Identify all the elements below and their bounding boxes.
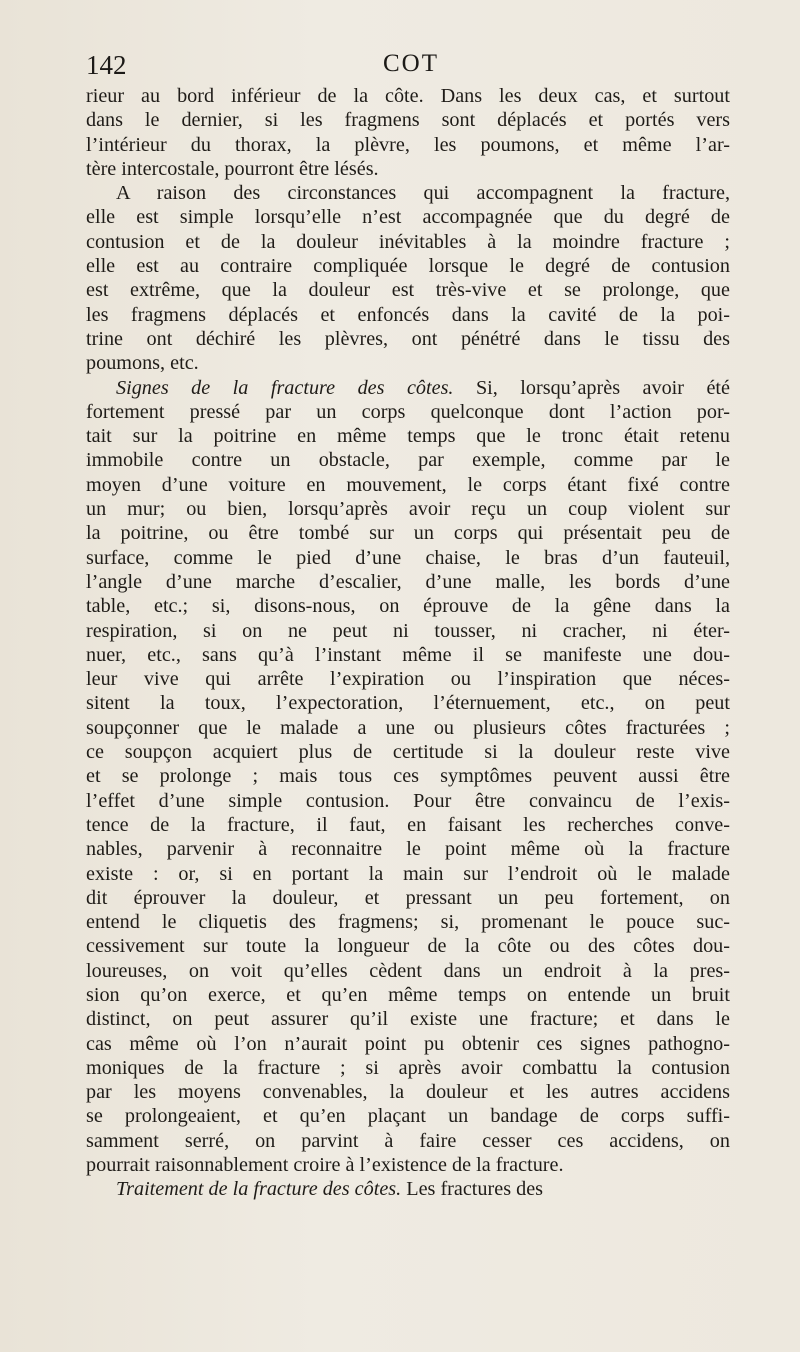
text-line bbox=[86, 497, 730, 521]
text-line bbox=[86, 594, 730, 618]
line-text: A raison des circonstances qui accompagnent la fracture, bbox=[116, 182, 730, 205]
line-text: fortement pressé par un corps quelconque dont l’action por- bbox=[86, 400, 730, 423]
line-text: moniques de la fracture ; si après avoir combattu la contusion bbox=[86, 1056, 730, 1079]
line-text: surface, comme le pied d’une chaise, le bras d’un fauteuil, bbox=[86, 546, 730, 569]
text-line bbox=[86, 1177, 730, 1201]
text-line bbox=[86, 448, 730, 472]
text-line bbox=[86, 424, 730, 448]
line-text: cessivement sur toute la longueur de la côte ou des côtes dou- bbox=[86, 935, 730, 958]
running-head: COT bbox=[383, 50, 439, 77]
line-text: elle est simple lorsqu’elle n’est accompagnée que du degré de bbox=[86, 206, 730, 229]
text-line bbox=[86, 667, 730, 691]
line-text: tère intercostale, pourront être lésés. bbox=[86, 157, 379, 180]
body-text bbox=[86, 84, 730, 1202]
line-text: table, etc.; si, disons-nous, on éprouve de la gêne dans la bbox=[86, 595, 730, 618]
line-text: moyen d’une voiture en mouvement, le corps étant fixé contre bbox=[86, 473, 730, 496]
text-line bbox=[86, 862, 730, 886]
line-text: par les moyens convenables, la douleur et les autres accidens bbox=[86, 1081, 730, 1104]
text-line bbox=[86, 619, 730, 643]
line-text: elle est au contraire compliquée lorsque le degré de contusion bbox=[86, 255, 730, 278]
text-line bbox=[86, 108, 730, 132]
line-text: Les fractures des bbox=[401, 1178, 544, 1201]
line-text: se prolongeaient, et qu’en plaçant un bandage de corps suffi- bbox=[86, 1105, 730, 1128]
line-text: samment serré, on parvint à faire cesser ces accidens, on bbox=[86, 1129, 730, 1152]
line-text: l’angle d’une marche d’escalier, d’une malle, les bords d’une bbox=[86, 570, 730, 593]
text-line bbox=[86, 303, 730, 327]
text-line bbox=[86, 740, 730, 764]
text-line bbox=[86, 278, 730, 302]
text-line bbox=[86, 570, 730, 594]
text-line bbox=[86, 521, 730, 545]
line-text: la poitrine, ou être tombé sur un corps qui présentait peu de bbox=[86, 522, 730, 545]
text-line bbox=[86, 1153, 730, 1177]
text-line bbox=[86, 691, 730, 715]
text-line bbox=[86, 1007, 730, 1031]
line-text: soupçonner que le malade a une ou plusieurs côtes fracturées ; bbox=[86, 716, 730, 739]
text-line bbox=[86, 910, 730, 934]
section-heading: Traitement de la fracture des côtes. bbox=[116, 1178, 402, 1201]
text-line bbox=[86, 716, 730, 740]
line-text: un mur; ou bien, lorsqu’après avoir reçu un coup violent sur bbox=[86, 498, 730, 521]
text-line bbox=[86, 157, 730, 181]
line-text: existe : or, si en portant la main sur l’endroit où le malade bbox=[86, 862, 730, 885]
text-line bbox=[86, 327, 730, 351]
line-text: trine ont déchiré les plèvres, ont pénétré dans le tissu des bbox=[86, 327, 730, 350]
text-line bbox=[86, 789, 730, 813]
text-line bbox=[86, 546, 730, 570]
text-line bbox=[86, 1056, 730, 1080]
text-line bbox=[86, 886, 730, 910]
line-text: les fragmens déplacés et enfoncés dans la cavité de la poi- bbox=[86, 303, 730, 326]
text-line bbox=[86, 934, 730, 958]
line-text: sion qu’on exerce, et qu’en même temps on entende un bruit bbox=[86, 983, 730, 1006]
line-text: tence de la fracture, il faut, en faisant les recherches conve- bbox=[86, 813, 730, 836]
text-line bbox=[86, 181, 730, 205]
text-line bbox=[86, 133, 730, 157]
text-line bbox=[86, 351, 730, 375]
line-text: tait sur la poitrine en même temps que le tronc était retenu bbox=[86, 425, 730, 448]
line-text: dit éprouver la douleur, et pressant un peu fortement, on bbox=[86, 886, 730, 909]
section-heading: Signes de la fracture des côtes. bbox=[116, 376, 454, 399]
text-line bbox=[86, 254, 730, 278]
text-line bbox=[86, 376, 730, 400]
line-text: contusion et de la douleur inévitables à la moindre fracture ; bbox=[86, 230, 730, 253]
text-line bbox=[86, 230, 730, 254]
text-line bbox=[86, 1104, 730, 1128]
text-line bbox=[86, 837, 730, 861]
text-line bbox=[86, 813, 730, 837]
line-text: cas même où l’on n’aurait point pu obtenir ces signes pathogno- bbox=[86, 1032, 730, 1055]
page-header bbox=[86, 50, 736, 84]
line-text: respiration, si on ne peut ni tousser, ni cracher, ni éter- bbox=[86, 619, 730, 642]
text-line bbox=[86, 400, 730, 424]
line-text: nuer, etc., sans qu’à l’instant même il se manifeste une dou- bbox=[86, 643, 730, 666]
line-text: rieur au bord inférieur de la côte. Dans les deux cas, et surtout bbox=[86, 85, 730, 107]
text-line bbox=[86, 983, 730, 1007]
line-text: Si, lorsqu’après avoir été bbox=[453, 376, 730, 399]
line-text: entend le cliquetis des fragmens; si, promenant le pouce suc- bbox=[86, 911, 730, 934]
line-text: poumons, etc. bbox=[86, 352, 199, 375]
line-text: et se prolonge ; mais tous ces symptômes peuvent aussi être bbox=[86, 765, 730, 788]
line-text: distinct, on peut assurer qu’il existe une fracture; et dans le bbox=[86, 1008, 730, 1031]
text-line bbox=[86, 643, 730, 667]
text-line bbox=[86, 1080, 730, 1104]
line-text: dans le dernier, si les fragmens sont déplacés et portés vers bbox=[86, 109, 730, 132]
line-text: est extrême, que la douleur est très-vive et se prolonge, que bbox=[86, 279, 730, 302]
line-text: pourrait raisonnablement croire à l’existence de la fracture. bbox=[86, 1154, 564, 1177]
line-text: l’intérieur du thorax, la plèvre, les poumons, et même l’ar- bbox=[86, 133, 730, 156]
text-line bbox=[86, 959, 730, 983]
text-line bbox=[86, 764, 730, 788]
line-text: leur vive qui arrête l’expiration ou l’inspiration que néces- bbox=[86, 668, 730, 691]
line-text: nables, parvenir à reconnaitre le point même où la fracture bbox=[86, 838, 730, 861]
line-text: ce soupçon acquiert plus de certitude si la douleur reste vive bbox=[86, 741, 730, 764]
line-text: immobile contre un obstacle, par exemple, comme par le bbox=[86, 449, 730, 472]
text-line bbox=[86, 84, 730, 108]
page-number: 142 bbox=[86, 50, 127, 80]
text-line bbox=[86, 1129, 730, 1153]
line-text: loureuses, on voit qu’elles cèdent dans un endroit à la pres- bbox=[86, 959, 730, 982]
text-line bbox=[86, 473, 730, 497]
text-line bbox=[86, 205, 730, 229]
line-text: l’effet d’une simple contusion. Pour être convaincu de l’exis- bbox=[86, 789, 730, 812]
line-text: sitent la toux, l’expectoration, l’éternuement, etc., on peut bbox=[86, 692, 730, 715]
text-line bbox=[86, 1032, 730, 1056]
